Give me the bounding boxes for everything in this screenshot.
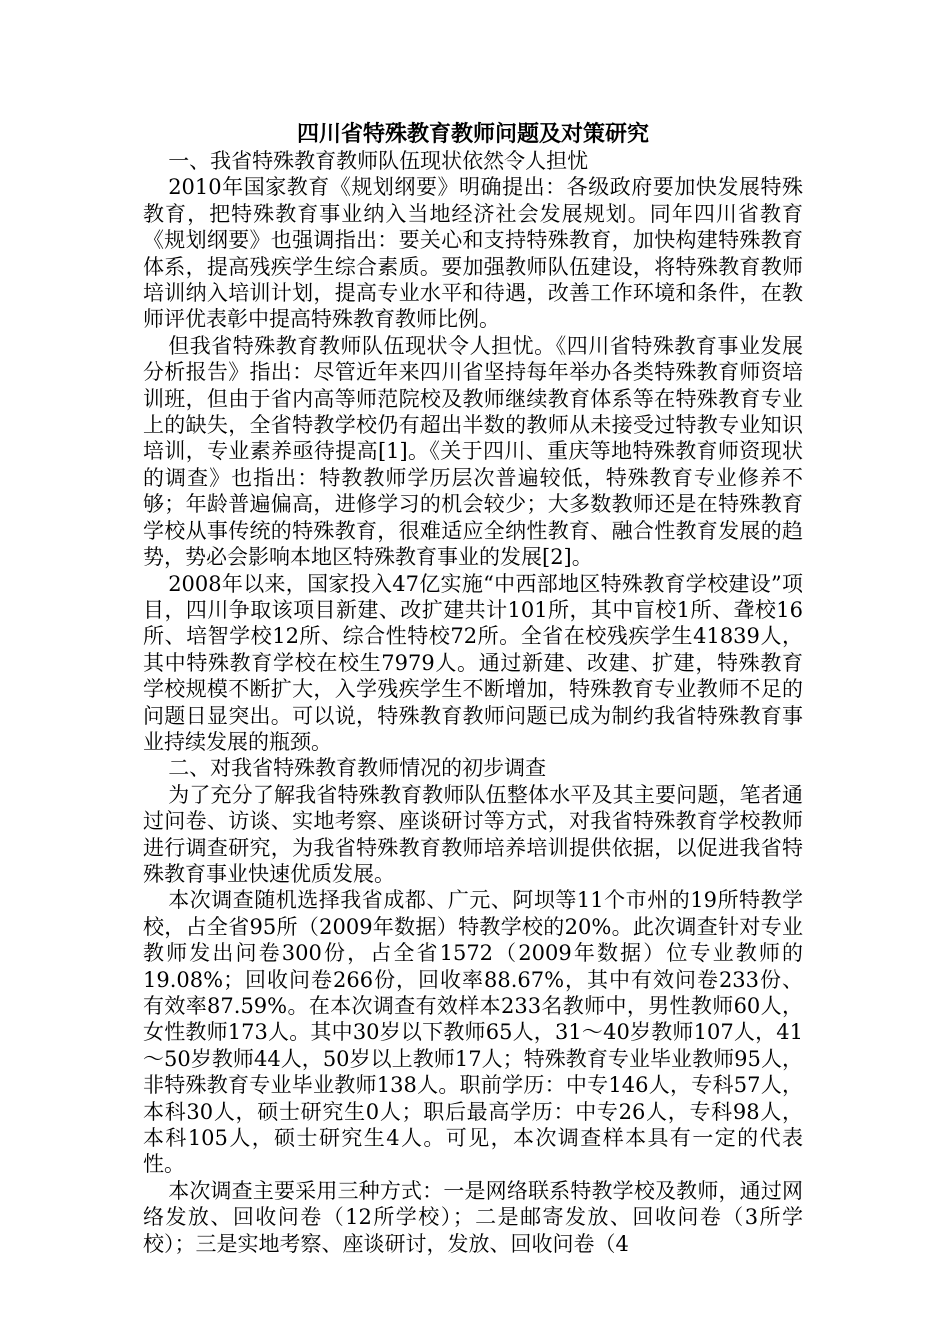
section-heading-2: 二、对我省特殊教育教师情况的初步调查 — [168, 756, 547, 781]
section-heading-1: 一、我省特殊教育教师队伍现状依然令人担忧 — [168, 149, 589, 173]
paragraph: 2008年以来，国家投入47亿实施“中西部地区特殊教育学校建设”项目，四川争取该项目新建、改扩建共计101所，其中盲校1所、聋校16所、培智学校12所、综合性特校72所。全省在校残疾学生41839人，其中特殊教育学校在校生7979人。通过新建、改建、扩建，特殊教育学校规模不断扩大，入学残疾学生不断增加，特殊教育专业教师不足的问题日显突出。可以说，特殊教育教师问题已成为制约我省特殊教育事业持续发展的瓶颈。 — [143, 571, 803, 754]
paragraph: 本次调查主要采用三种方式：一是网络联系特教学校及教师，通过网络发放、回收问卷（12所学校）；二是邮寄发放、回收问卷（3所学校）；三是实地考察、座谈研讨，发放、回收问卷（4 — [143, 1178, 803, 1256]
paragraph: 2010年国家教育《规划纲要》明确提出：各级政府要加快发展特殊教育，把特殊教育事业纳入当地经济社会发展规划。同年四川省教育《规划纲要》也强调指出：要关心和支持特殊教育，加快构建特殊教育体系，提高残疾学生综合素质。要加强教师队伍建设，将特殊教育教师培训纳入培训计划，提高专业水平和待遇，改善工作环境和条件，在教师评优表彰中提高特殊教育教师比例。 — [143, 175, 803, 332]
document-title: 四川省特殊教育教师问题及对策研究 — [296, 121, 649, 147]
document-page — [143, 120, 803, 1257]
paragraph: 但我省特殊教育教师队伍现状令人担忧。《四川省特殊教育事业发展分析报告》指出：尽管近年来四川省坚持每年举办各类特殊教育师资培训班，但由于省内高等师范院校及教师继续教育体系等在特殊教育专业上的缺失，全省特教学校仍有超出半数的教师从未接受过特教专业知识培训，专业素养亟待提高[1]。《关于四川、重庆等地特殊教育师资现状的调查》也指出：特教教师学历层次普遍较低，特殊教育专业修养不够；年龄普遍偏高，进修学习的机会较少；大多数教师还是在特殊教育学校从事传统的特殊教育，很难适应全纳性教育、融合性教育发展的趋势，势必会影响本地区特殊教育事业的发展[2]。 — [143, 333, 803, 570]
paragraph: 本次调查随机选择我省成都、广元、阿坝等11个市州的19所特教学校，占全省95所（2009年数据）特教学校的20%。此次调查针对专业教师发出问卷300份，占全省1572（2009年数据）位专业教师的19.08%；回收问卷266份，回收率88.67%，其中有效问卷233份、有效率87.59%。在本次调查有效样本233名教师中，男性教师60人，女性教师173人。其中30岁以下教师65人，31～40岁教师107人，41～50岁教师44人，50岁以上教师17人；特殊教育专业毕业教师95人，非特殊教育专业毕业教师138人。职前学历：中专146人，专科57人，本科30人，硕士研究生0人；职后最高学历：中专26人，专科98人，本科105人，硕士研究生4人。可见，本次调查样本具有一定的代表性。 — [143, 888, 803, 1177]
paragraph: 为了充分了解我省特殊教育教师队伍整体水平及其主要问题，笔者通过问卷、访谈、实地考察、座谈研讨等方式，对我省特殊教育学校教师进行调查研究，为我省特殊教育教师培养培训提供依据，以促进我省特殊教育事业快速优质发展。 — [143, 782, 803, 886]
